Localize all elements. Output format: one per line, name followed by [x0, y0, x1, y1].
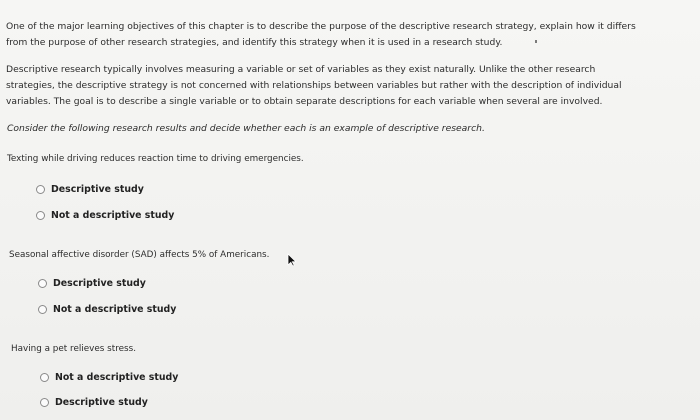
question-3-text: Having a pet relieves stress. — [11, 344, 137, 354]
radio-button[interactable] — [36, 185, 45, 194]
option-label: Not a descriptive study — [53, 304, 177, 315]
intro-paragraph-1: One of the major learning objectives of this chapter is to describe the purpose of the descriptive research strategy, explain how it differs from the purpose of other research strategies, and identify this strategy when it is used in a research study. — [6, 21, 636, 48]
question-2-option-descriptive[interactable] — [38, 278, 146, 289]
option-label: Not a descriptive study — [51, 210, 175, 221]
radio-button[interactable] — [38, 305, 47, 314]
intro-paragraph-2: Descriptive research typically involves measuring a variable or set of variables as they exist naturally. Unlike the other research strategies, the descriptive strategy is not concerned with relationships between variables but rather with the description of individual variables. The goal is to describe a single variable or to obtain separate descriptions for each variable when several are involved. — [6, 64, 622, 107]
question-2-text: Seasonal affective disorder (SAD) affects 5% of Americans. — [9, 250, 270, 260]
radio-button[interactable] — [40, 398, 49, 407]
question-2-option-not-descriptive[interactable] — [38, 304, 176, 315]
option-label: Not a descriptive study — [55, 372, 179, 383]
question-1-option-descriptive[interactable] — [36, 184, 144, 195]
radio-button[interactable] — [36, 211, 45, 220]
instruction-text: Consider the following research results and decide whether each is an example of descriptive research. — [7, 123, 485, 134]
question-3-option-not-descriptive[interactable] — [40, 372, 178, 383]
radio-button[interactable] — [38, 279, 47, 288]
question-3-option-descriptive[interactable] — [40, 397, 148, 408]
question-1-text: Texting while driving reduces reaction time to driving emergencies. — [7, 154, 304, 164]
option-label: Descriptive study — [53, 278, 146, 289]
option-label: Descriptive study — [51, 184, 144, 195]
mouse-pointer-icon — [287, 253, 297, 267]
option-label: Descriptive study — [55, 397, 148, 408]
stray-mark — [535, 40, 537, 43]
question-1-option-not-descriptive[interactable] — [36, 210, 174, 221]
radio-button[interactable] — [40, 373, 49, 382]
